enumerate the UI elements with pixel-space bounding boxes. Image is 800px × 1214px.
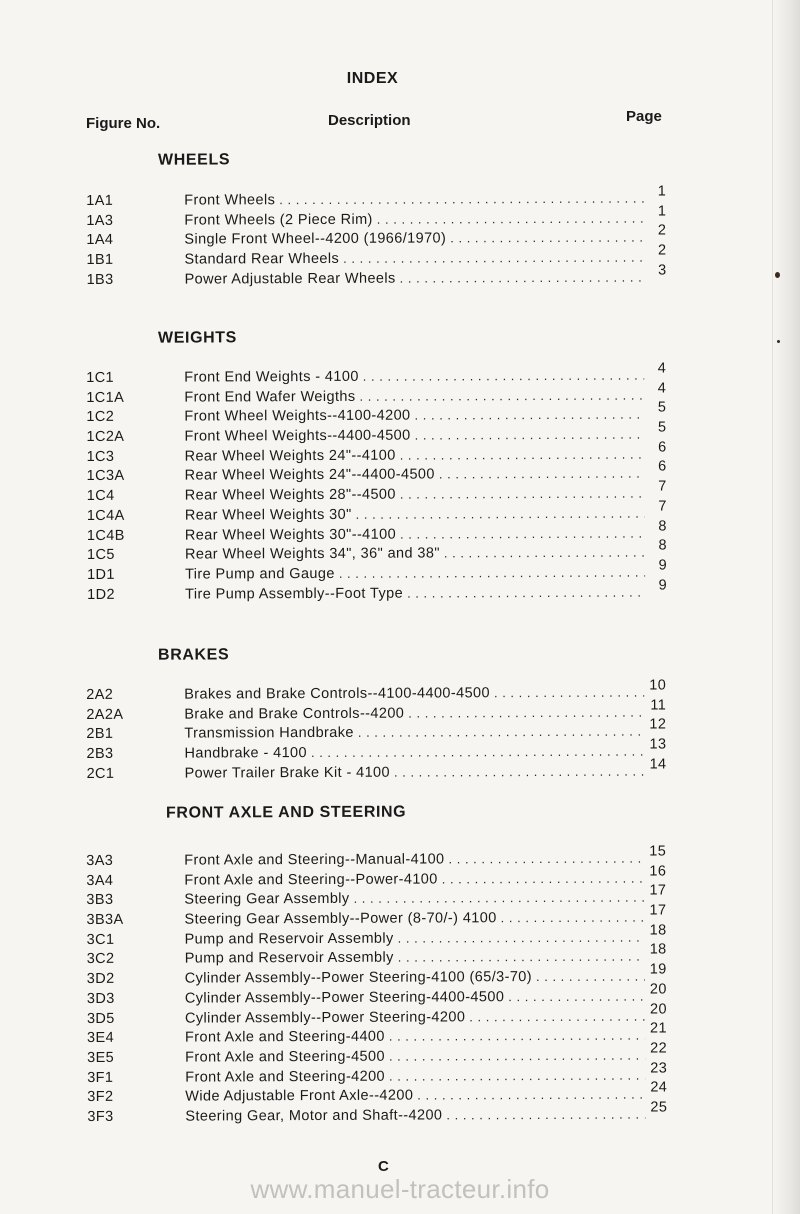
page-number: 20 [649, 981, 667, 998]
dot-leader [446, 1106, 645, 1122]
entry-description: Cylinder Assembly--Power Steering-4100 (65/3-70) [184, 969, 533, 987]
entry-description: Front Axle and Steering--Manual-4100 [184, 851, 445, 869]
dot-leader [469, 1008, 645, 1024]
figure-number: 1C4B [86, 527, 125, 544]
entry-description: Pump and Reservoir Assembly [184, 950, 394, 968]
index-row [86, 961, 667, 991]
figure-number: 2A2A [86, 706, 124, 723]
figure-column-header: Figure No. [86, 115, 161, 132]
section-title: FRONT AXLE AND STEERING [165, 803, 407, 822]
entry-description: Cylinder Assembly--Power Steering-4400-4500 [184, 988, 505, 1007]
entry-description: Front Wheel Weights--4100-4200 [184, 407, 411, 425]
page-number: 21 [650, 1020, 668, 1037]
figure-number: 1C2A [86, 428, 125, 446]
index-row [86, 262, 667, 291]
dot-leader [339, 564, 645, 580]
index-row [86, 478, 667, 508]
page-number: 5 [657, 419, 667, 436]
figure-number: 3E5 [87, 1049, 115, 1066]
index-row [86, 360, 667, 389]
index-row [86, 222, 667, 252]
page-number: 1 [657, 203, 667, 220]
figure-number: 3D5 [86, 1010, 115, 1027]
figure-number: 1C5 [86, 547, 115, 564]
page-number: 9 [658, 557, 668, 574]
index-row [86, 981, 667, 1010]
index-row [87, 1099, 668, 1128]
dot-leader [389, 1028, 645, 1044]
section-title: WHEELS [157, 151, 231, 169]
entry-description: Front Wheels [184, 192, 276, 209]
figure-number: 1C2 [86, 409, 115, 426]
page-number: 13 [649, 736, 667, 753]
dot-leader [394, 763, 645, 779]
figure-number: 3F3 [87, 1108, 114, 1125]
section-front-axle-steering [86, 802, 667, 1128]
index-row [87, 1079, 668, 1109]
figure-number: 2B1 [86, 726, 114, 743]
dot-leader [414, 407, 644, 423]
index-row [86, 537, 667, 567]
index-row [86, 902, 667, 932]
index-row [87, 577, 668, 606]
index-row [86, 1020, 668, 1050]
section-brakes [86, 644, 667, 785]
entry-description: Rear Wheel Weights 30" [184, 506, 352, 524]
figure-number: 3F1 [87, 1069, 114, 1086]
figure-number: 1A4 [86, 232, 114, 249]
figure-number: 1C1A [86, 389, 125, 406]
dot-leader [356, 505, 645, 521]
figure-number: 1A3 [86, 212, 114, 229]
page-number: 8 [658, 517, 667, 535]
figure-number: 1C4A [86, 507, 125, 524]
index-row [86, 843, 667, 872]
dot-leader [279, 191, 644, 208]
dot-leader [439, 466, 645, 482]
figure-number: 3D3 [86, 990, 115, 1007]
dot-leader [400, 446, 645, 462]
entry-description: Front Wheel Weights--4400-4500 [184, 427, 411, 445]
entry-description: Front End Weights - 4100 [184, 368, 359, 386]
dot-leader [400, 486, 645, 502]
page-number: 11 [650, 697, 667, 714]
index-row [86, 736, 667, 766]
page-number: 4 [657, 380, 667, 397]
entry-description: Front Axle and Steering-4200 [185, 1068, 386, 1086]
figure-number: 3F2 [87, 1089, 114, 1106]
figure-number: 1B1 [86, 251, 114, 269]
index-row [87, 557, 668, 586]
index-row [86, 1000, 667, 1030]
dot-leader [407, 584, 645, 600]
entry-description: Steering Gear, Motor and Shaft--4200 [185, 1107, 443, 1125]
index-row [86, 882, 667, 912]
entry-description: Tire Pump Assembly--Foot Type [185, 585, 404, 603]
page-number: 9 [658, 577, 668, 594]
figure-number: 3D2 [86, 971, 115, 988]
figure-number: 1C4 [86, 488, 115, 505]
entry-description: Front Wheels (2 Piece Rim) [184, 211, 373, 229]
page-number: 22 [650, 1040, 668, 1057]
dot-leader [398, 929, 645, 945]
index-row [86, 439, 667, 468]
figure-number: 3B3A [86, 911, 124, 929]
index-row [86, 399, 667, 429]
figure-number: 3E4 [86, 1030, 115, 1047]
entry-description: Transmission Handbrake [184, 725, 354, 742]
page-number: 5 [657, 399, 667, 416]
figure-number: 1C3A [86, 468, 125, 485]
dot-leader [363, 368, 645, 384]
dot-leader [536, 969, 645, 984]
index-row [86, 242, 667, 272]
figure-number: 3A4 [86, 872, 114, 889]
index-row [86, 380, 667, 409]
page-title: INDEX [346, 70, 399, 87]
figure-number: 3C2 [86, 951, 115, 968]
index-row [86, 203, 667, 232]
page-column-header: Page [626, 108, 662, 125]
index-row [86, 941, 667, 971]
page-number: 7 [658, 498, 667, 515]
entry-description: Rear Wheel Weights 28"--4500 [184, 486, 396, 504]
dot-leader [400, 525, 645, 541]
dot-leader [359, 387, 644, 403]
figure-number: 1D1 [87, 566, 115, 583]
figure-number: 3C1 [86, 931, 115, 948]
page-number: 15 [649, 843, 667, 860]
entry-description: Power Adjustable Rear Wheels [184, 270, 396, 288]
page-number: 18 [649, 922, 667, 939]
entry-description: Steering Gear Assembly [184, 891, 350, 908]
figure-number: 2A2 [86, 686, 114, 703]
figure-number: 1C1 [86, 369, 115, 386]
dot-leader [389, 1047, 645, 1063]
dot-leader [358, 724, 645, 740]
page-number: 25 [650, 1099, 668, 1116]
index-row [86, 756, 667, 785]
dot-leader [450, 230, 644, 246]
page-number: 1 [657, 183, 667, 200]
figure-number: 1C3 [86, 448, 115, 465]
page-number: 14 [649, 756, 667, 773]
entry-description: Steering Gear Assembly--Power (8-70/-) 4100 [184, 910, 497, 928]
entry-description: Pump and Reservoir Assembly [184, 930, 394, 948]
figure-number: 1D2 [87, 586, 116, 603]
entry-description: Front Axle and Steering-4400 [184, 1028, 385, 1046]
entry-description: Tire Pump and Gauge [185, 565, 335, 583]
site-watermark: www.manuel-tracteur.info [250, 1174, 550, 1204]
figure-number: 1B3 [86, 271, 114, 288]
page-number: 2 [657, 242, 667, 259]
page-number: 10 [649, 677, 667, 694]
figure-number: 1A1 [86, 192, 114, 209]
figure-number: 3B3 [86, 892, 114, 909]
page-number: 6 [658, 439, 667, 456]
figure-number: 3A3 [86, 852, 114, 869]
entry-description: Front Axle and Steering--Power-4100 [184, 871, 438, 889]
dot-leader [377, 210, 645, 226]
page-number: 23 [650, 1060, 668, 1077]
index-row [86, 716, 667, 746]
dot-leader [400, 269, 645, 285]
index-row [86, 419, 667, 449]
page-number: 17 [649, 882, 667, 899]
entry-description: Wide Adjustable Front Axle--4200 [185, 1087, 414, 1105]
entry-description: Front Axle and Steering-4500 [185, 1048, 385, 1066]
dot-leader [389, 1067, 645, 1083]
entry-description: Rear Wheel Weights 24"--4100 [184, 447, 396, 465]
entry-description: Standard Rear Wheels [184, 250, 340, 268]
figure-number: 2B3 [86, 745, 114, 763]
dot-leader [415, 427, 645, 443]
entry-description: Brake and Brake Controls--4200 [184, 705, 405, 723]
index-row [86, 498, 667, 527]
entry-description: Brakes and Brake Controls--4100-4400-4500 [184, 685, 491, 703]
section-title: WEIGHTS [157, 329, 237, 347]
dot-leader [448, 851, 644, 867]
entry-description: Single Front Wheel--4200 (1966/1970) [184, 230, 447, 248]
index-row [86, 517, 667, 547]
section-wheels [86, 149, 667, 291]
index-row [86, 458, 667, 488]
page-number: 7 [658, 478, 667, 495]
page-number: 24 [650, 1079, 668, 1096]
entry-description: Rear Wheel Weights 34", 36" and 38" [184, 545, 440, 563]
page-number: 6 [658, 458, 667, 475]
dot-leader [311, 744, 645, 760]
page-number: 12 [649, 716, 667, 733]
entry-description: Power Trailer Brake Kit - 4100 [184, 764, 391, 782]
entry-description: Handbrake - 4100 [184, 745, 307, 762]
page-number: 4 [657, 360, 667, 377]
page-number: 18 [649, 941, 667, 958]
section-title: BRAKES [157, 646, 230, 664]
entry-description: Front End Wafer Weigths [184, 388, 356, 406]
dot-leader [508, 988, 645, 1004]
dot-leader [501, 910, 645, 926]
page-number: 16 [649, 863, 667, 880]
dot-leader [417, 1087, 645, 1103]
index-row [86, 863, 667, 892]
page-number: 17 [649, 902, 667, 919]
entry-description: Rear Wheel Weights 30"--4100 [184, 526, 397, 544]
dot-leader [343, 250, 644, 266]
page-number: 19 [649, 961, 667, 978]
dot-leader [398, 949, 645, 965]
dot-leader [444, 545, 645, 561]
index-row [87, 1040, 668, 1069]
page-number: 8 [658, 537, 667, 554]
page-number: 3 [658, 262, 667, 279]
dot-leader [442, 870, 645, 886]
entry-description: Rear Wheel Weights 24"--4400-4500 [184, 466, 435, 485]
dot-leader [354, 890, 645, 906]
description-column-header: Description [328, 112, 411, 129]
index-row [87, 1060, 668, 1089]
section-weights [86, 327, 667, 606]
figure-number: 2C1 [86, 765, 115, 782]
page-footer-letter: C [378, 1158, 389, 1175]
index-row [86, 922, 667, 951]
index-row [86, 697, 667, 726]
page-number: 20 [649, 1000, 667, 1018]
index-row [86, 183, 667, 212]
dot-leader [408, 704, 644, 720]
dot-leader [494, 685, 644, 701]
page-number: 2 [657, 222, 667, 239]
entry-description: Cylinder Assembly--Power Steering-4200 [184, 1008, 466, 1027]
